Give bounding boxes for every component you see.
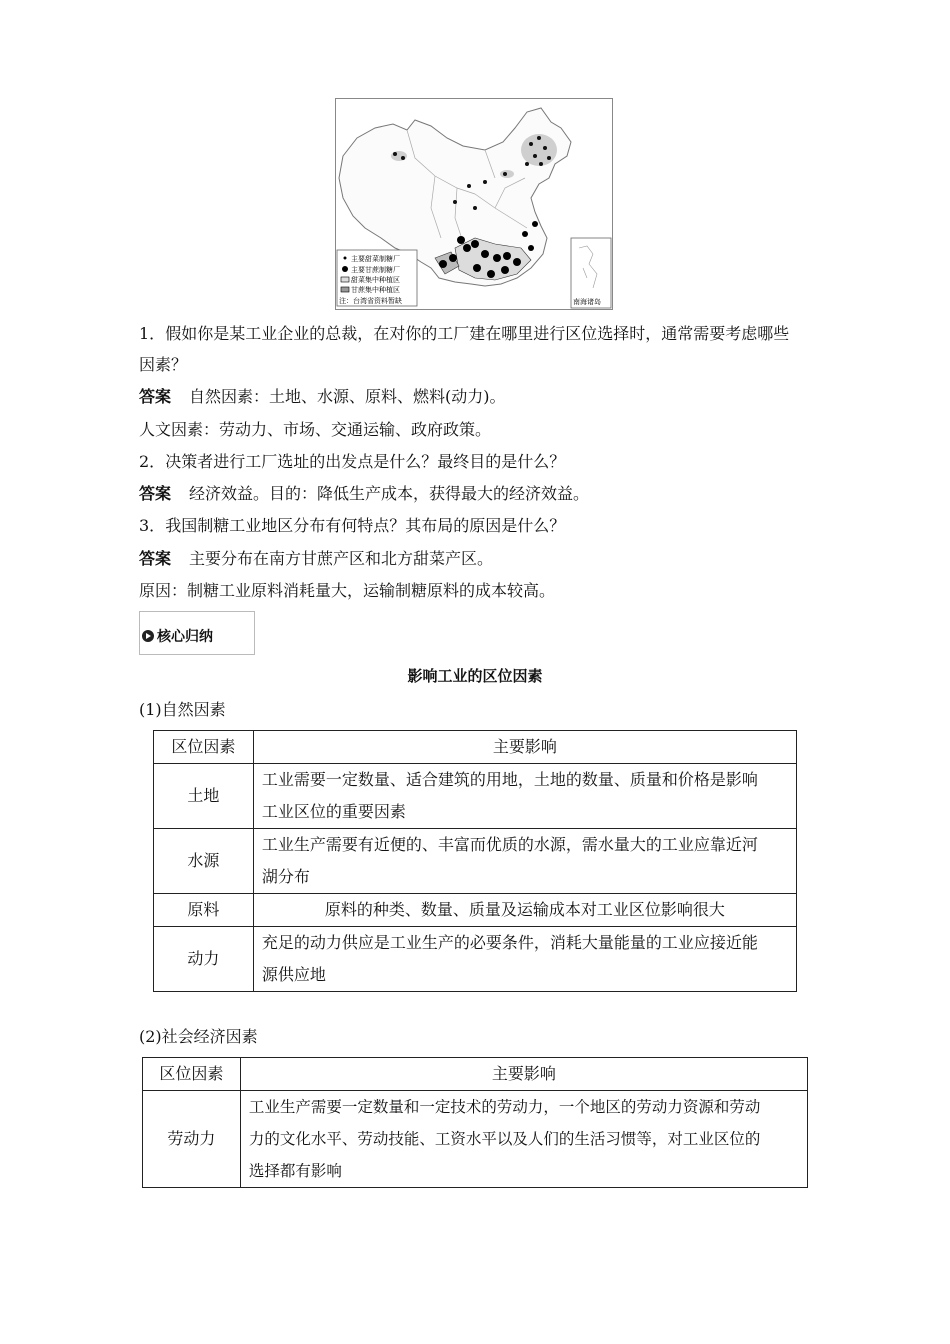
- col-effect-header: 主要影响: [253, 731, 796, 764]
- core-summary-box: [139, 611, 255, 655]
- table-row: [154, 764, 797, 829]
- question-3-text: 我国制糖工业地区分布有何特点？其布局的原因是什么？: [165, 516, 566, 535]
- table-header-row: [143, 1058, 808, 1091]
- question-2-text: 决策者进行工厂选址的出发点是什么？最终目的是什么？: [165, 452, 566, 471]
- effect-cell: 原料的种类、数量、质量及运输成本对工业区位影响很大: [253, 894, 796, 927]
- answer-1-text: 自然因素：土地、水源、原料、燃料(动力)。: [189, 387, 506, 406]
- map-inset-label: 南海诸岛: [573, 298, 601, 306]
- answer-2-line1: [139, 483, 589, 505]
- section-title: 影响工业的区位因素: [407, 667, 543, 685]
- answer-3-text: 主要分布在南方甘蔗产区和北方甜菜产区。: [189, 549, 494, 568]
- effect-line: 充足的动力供应是工业生产的必要条件，消耗大量能量的工业应接近能: [261, 933, 758, 952]
- factor-cell: 劳动力: [143, 1091, 241, 1188]
- table-row: [154, 927, 797, 992]
- col-effect-header: 主要影响: [240, 1058, 807, 1091]
- answer-1-line2: 人文因素：劳动力、市场、交通运输、政府政策。: [139, 420, 492, 439]
- answer-label: 答案: [139, 387, 172, 406]
- table-row: [143, 1091, 808, 1188]
- answer-1-line1: [139, 386, 506, 408]
- table-row: [154, 894, 797, 927]
- question-3-line1: [139, 515, 565, 537]
- effect-cell: [253, 764, 796, 829]
- core-summary-label: 核心归纳: [157, 629, 213, 645]
- effect-line: 工业生产需要一定数量和一定技术的劳动力，一个地区的劳动力资源和劳动: [248, 1098, 761, 1116]
- col-factor-header: 区位因素: [154, 731, 254, 764]
- answer-label: 答案: [139, 549, 172, 568]
- table-header-row: [154, 731, 797, 764]
- svg-text:主要甜菜制糖厂: 主要甜菜制糖厂: [351, 255, 400, 263]
- social-factors-table: [142, 1057, 808, 1188]
- effect-line: 源供应地: [261, 965, 326, 984]
- question-2-line1: [139, 451, 565, 473]
- effect-cell: [253, 927, 796, 992]
- map-china-sugar-industry-icon: [335, 98, 613, 310]
- factor-cell: 水源: [154, 829, 254, 894]
- effect-line: 选择都有影响: [248, 1162, 342, 1180]
- effect-line: 工业需要一定数量、适合建筑的用地，土地的数量、质量和价格是影响: [261, 770, 758, 789]
- question-3-number: 3．: [139, 516, 166, 535]
- effect-line: 湖分布: [261, 867, 310, 886]
- factor-cell: 土地: [154, 764, 254, 829]
- svg-text:甘蔗集中种植区: 甘蔗集中种植区: [351, 286, 400, 294]
- social-factors-heading: (2)社会经济因素: [139, 1027, 258, 1046]
- question-1-number: 1．: [139, 324, 166, 343]
- answer-label: 答案: [139, 484, 172, 503]
- play-icon: [142, 630, 154, 642]
- answer-2-text: 经济效益。目的：降低生产成本，获得最大的经济效益。: [189, 484, 590, 503]
- question-1-line1: [139, 323, 789, 345]
- factor-cell: 原料: [154, 894, 254, 927]
- effect-line: 力的文化水平、劳动技能、工资水平以及人们的生活习惯等，对工业区位的: [248, 1130, 761, 1148]
- natural-factors-heading: (1)自然因素: [139, 700, 226, 719]
- answer-3-line1: [139, 548, 493, 570]
- sugar-industry-map: [335, 98, 613, 310]
- core-summary-tag: [142, 626, 213, 646]
- effect-line: 工业生产需要有近便的、丰富而优质的水源，需水量大的工业应靠近河: [261, 835, 758, 854]
- question-2-number: 2．: [139, 452, 166, 471]
- question-1-line2: 因素？: [139, 355, 188, 374]
- effect-cell: [240, 1091, 807, 1188]
- table-row: [154, 829, 797, 894]
- map-note: 注：台湾省资料暂缺: [339, 297, 402, 305]
- natural-factors-table: [153, 730, 797, 992]
- answer-3-line2: 原因：制糖工业原料消耗量大，运输制糖原料的成本较高。: [139, 581, 556, 600]
- svg-text:主要甘蔗制糖厂: 主要甘蔗制糖厂: [351, 266, 400, 274]
- question-1-text: 假如你是某工业企业的总裁，在对你的工厂建在哪里进行区位选择时，通常需要考虑哪些: [165, 324, 790, 343]
- col-factor-header: 区位因素: [143, 1058, 241, 1091]
- effect-cell: [253, 829, 796, 894]
- svg-text:甜菜集中种植区: 甜菜集中种植区: [351, 276, 400, 284]
- effect-line: 工业区位的重要因素: [261, 802, 406, 821]
- factor-cell: 动力: [154, 927, 254, 992]
